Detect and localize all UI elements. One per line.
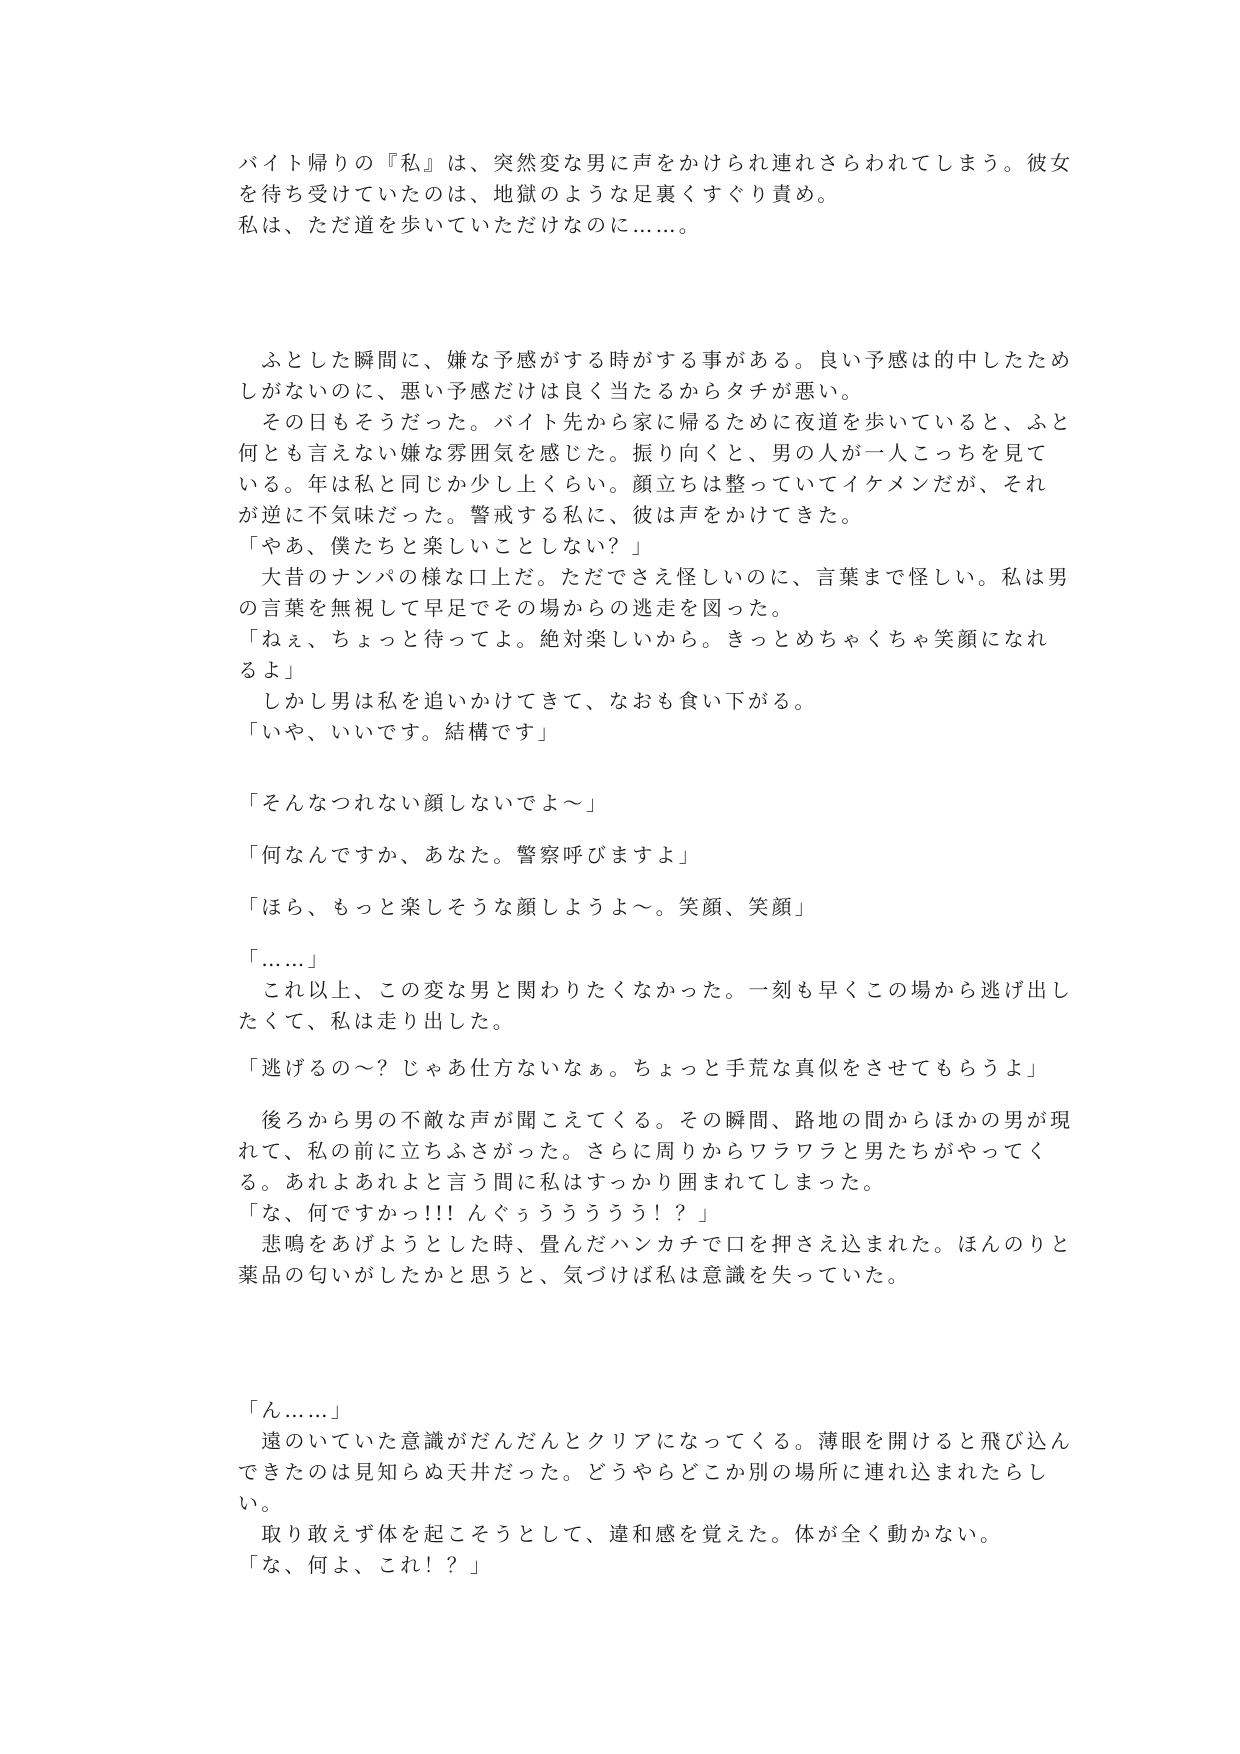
story-section-1 (238, 345, 1074, 748)
body-line: る。あれよあれよと言う間に私はすっかり囲まれてしまった。 (238, 1170, 887, 1194)
body-line: 悲鳴をあげようとした時、畳んだハンカチで口を押さえ込まれた。ほんのりと (238, 1232, 1074, 1256)
body-line: 何とも言えない嫌な雰囲気を感じた。振り向くと、男の人が一人こっちを見て (238, 441, 1050, 465)
body-line: できたのは見知らぬ天井だった。どうやらどこか別の場所に連れ込まれたらし (238, 1460, 1050, 1484)
story-section-2 (238, 944, 1074, 1037)
body-line: 「何なんですか、あなた。警察呼びますよ」 (238, 843, 702, 867)
body-line: 取り敢えず体を起こそうとして、違和感を覚えた。体が全く動かない。 (238, 1522, 1004, 1546)
story-section-4 (238, 1395, 1074, 1581)
body-line: 「な、何ですかっ!!! んぐぅううううう！？」 (238, 1201, 722, 1225)
body-line: 遠のいていた意識がだんだんとクリアになってくる。薄眼を開けると飛び込ん (238, 1429, 1074, 1453)
body-line: 「ん……」 (238, 1398, 354, 1422)
body-line: 「ほら、もっと楽しそうな顔しようよ〜。笑顔、笑顔」 (238, 895, 818, 919)
body-line: 「そんなつれない顔しないでよ〜」 (238, 791, 610, 815)
dialogue-line (238, 892, 1018, 923)
synopsis-line: バイト帰りの『私』は、突然変な男に声をかけられ連れさらわれてしまう。彼女 (238, 151, 1074, 175)
body-line: 「いや、いいです。結構です」 (238, 720, 561, 744)
body-line: 大昔のナンパの様な口上だ。ただでさえ怪しいのに、言葉まで怪しい。私は男 (238, 565, 1071, 589)
synopsis-line: 私は、ただ道を歩いていただけなのに……。 (238, 213, 702, 237)
story-section-3 (238, 1105, 1074, 1291)
body-line: たくて、私は走り出した。 (238, 1009, 516, 1033)
body-line: しかし男は私を追いかけてきて、なおも食い下がる。 (238, 689, 818, 713)
body-line: 薬品の匂いがしたかと思うと、気づけば私は意識を失っていた。 (238, 1263, 911, 1287)
body-line: 「な、何よ、これ！？」 (238, 1553, 494, 1577)
body-line: 「……」 (238, 947, 331, 971)
synopsis-block (238, 148, 1074, 241)
body-line: の言葉を無視して早足でその場からの逃走を図った。 (238, 596, 795, 620)
body-line: 「逃げるの〜？じゃあ仕方ないなぁ。ちょっと手荒な真似をさせてもらうよ」 (238, 1056, 1050, 1080)
dialogue-line (238, 1053, 1050, 1084)
body-line: その日もそうだった。バイト先から家に帰るために夜道を歩いていると、ふと (238, 410, 1074, 434)
body-line: るよ」 (238, 658, 308, 682)
body-line: 「ねぇ、ちょっと待ってよ。絶対楽しいから。きっとめちゃくちゃ笑顔になれ (238, 627, 1050, 651)
body-line: ふとした瞬間に、嫌な予感がする時がする事がある。良い予感は的中したため (238, 348, 1074, 372)
body-line: これ以上、この変な男と関わりたくなかった。一刻も早くこの場から逃げ出し (238, 978, 1074, 1002)
body-line: れて、私の前に立ちふさがった。さらに周りからワラワラと男たちがやってく (238, 1139, 1050, 1163)
body-line: いる。年は私と同じか少し上くらい。顔立ちは整っていてイケメンだが、それ (238, 472, 1049, 496)
dialogue-line (238, 788, 1018, 819)
synopsis-line: を待ち受けていたのは、地獄のような足裏くすぐり責め。 (238, 182, 841, 206)
body-line: い。 (238, 1491, 285, 1515)
body-line: が逆に不気味だった。警戒する私に、彼は声をかけてきた。 (238, 503, 865, 527)
body-line: 「やあ、僕たちと楽しいことしない？」 (238, 534, 655, 558)
body-line: しがないのに、悪い予感だけは良く当たるからタチが悪い。 (238, 379, 865, 403)
body-line: 後ろから男の不敵な声が聞こえてくる。その瞬間、路地の間からほかの男が現 (238, 1108, 1074, 1132)
dialogue-line (238, 840, 1018, 871)
